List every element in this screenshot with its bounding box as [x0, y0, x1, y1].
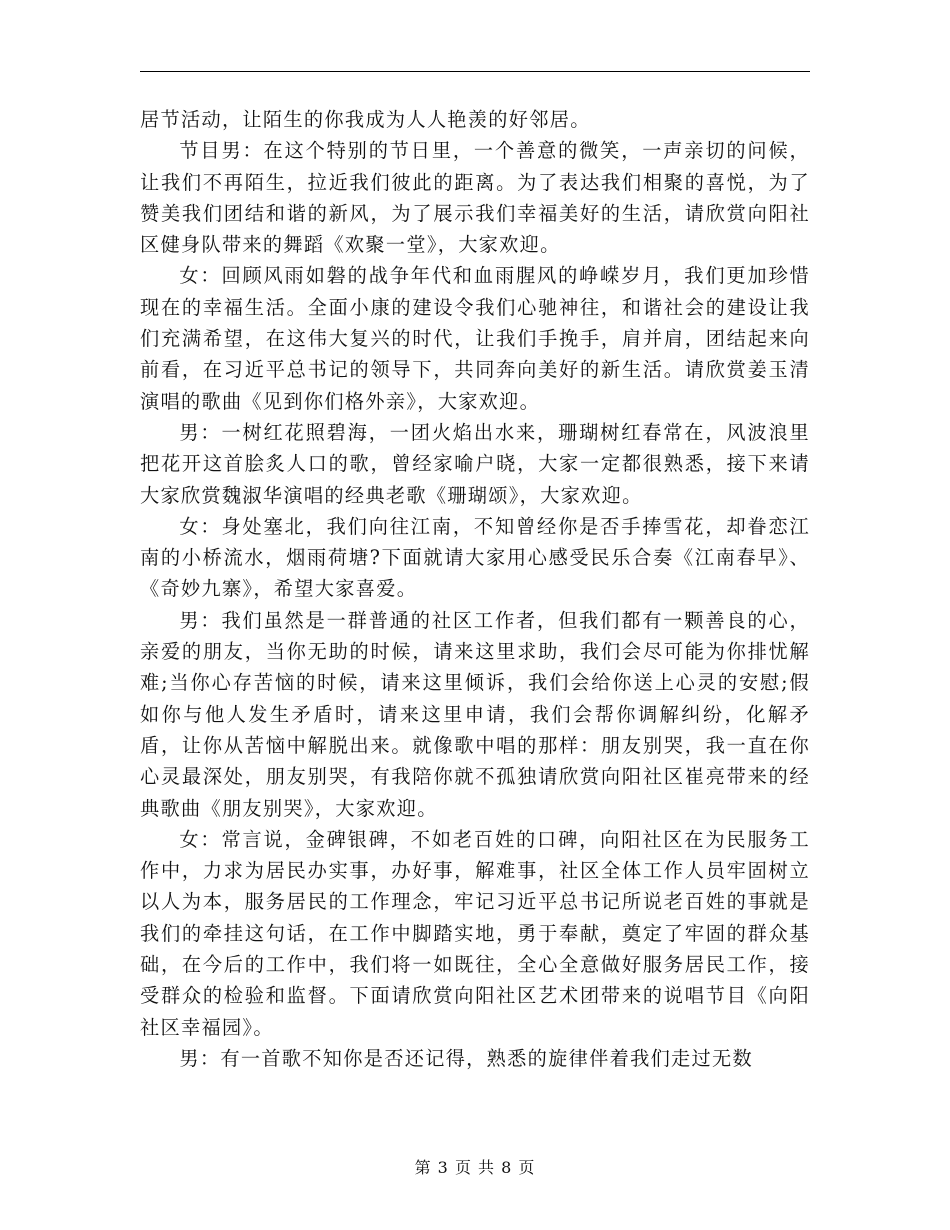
- paragraph: 男：一树红花照碧海，一团火焰出水来，珊瑚树红春常在，风波浪里把花开这首脍炙人口的歌，曾经家喻户晓，大家一定都很熟悉，接下来请大家欣赏魏淑华演唱的经典老歌《珊瑚颂》，大家欢迎。: [140, 420, 810, 507]
- paragraph: 女：常言说，金碑银碑，不如老百姓的口碑，向阳社区在为民服务工作中，力求为居民办实事，办好事，解难事，社区全体工作人员牢固树立以人为本，服务居民的工作理念，牢记习近平总书记所说老百姓的事就是我们的牵挂这句话，在工作中脚踏实地，勇于奉献，奠定了牢固的群众基础，在今后的工作中，我们将一如既往，全心全意做好服务居民工作，接受群众的检验和监督。下面请欣赏向阳社区艺术团带来的说唱节目《向阳社区幸福园》。: [140, 827, 810, 1039]
- page-number-footer: 第 3 页 共 8 页: [414, 1158, 536, 1177]
- paragraph: 女：回顾风雨如磐的战争年代和血雨腥风的峥嵘岁月，我们更加珍惜现在的幸福生活。全面小康的建设令我们心驰神往，和谐社会的建设让我们充满希望，在这伟大复兴的时代，让我们手挽手，肩并肩，团结起来向前看，在习近平总书记的领导下，共同奔向美好的新生活。请欣赏姜玉清演唱的歌曲《见到你们格外亲》，大家欢迎。: [140, 264, 810, 413]
- document-body: [140, 104, 810, 1074]
- paragraph-continuation: 居节活动，让陌生的你我成为人人艳羡的好邻居。: [140, 108, 591, 131]
- header-rule: [140, 71, 810, 72]
- paragraph: 女：身处塞北，我们向往江南，不知曾经你是否手捧雪花，却眷恋江南的小桥流水，烟雨荷塘?下面就请大家用心感受民乐合奏《江南春早》、《奇妙九寨》，希望大家喜爱。: [140, 514, 810, 601]
- paragraph: 男：有一首歌不知你是否还记得，熟悉的旋律伴着我们走过无数: [179, 1046, 754, 1070]
- paragraph: 节目男：在这个特别的节日里，一个善意的微笑，一声亲切的问候，让我们不再陌生，拉近我们彼此的距离。为了表达我们相聚的喜悦，为了赞美我们团结和谐的新风，为了展示我们幸福美好的生活，请欣赏向阳社区健身队带来的舞蹈《欢聚一堂》，大家欢迎。: [140, 139, 810, 257]
- paragraph: 男：我们虽然是一群普通的社区工作者，但我们都有一颗善良的心，亲爱的朋友，当你无助的时候，请来这里求助，我们会尽可能为你排忧解难;当你心存苦恼的时候，请来这里倾诉，我们会给你送上心灵的安慰;假如你与他人发生矛盾时，请来这里申请，我们会帮你调解纠纷，化解矛盾，让你从苦恼中解脱出来。就像歌中唱的那样：朋友别哭，我一直在你心灵最深处，朋友别哭，有我陪你就不孤独请欣赏向阳社区崔亮带来的经典歌曲《朋友别哭》，大家欢迎。: [140, 608, 810, 820]
